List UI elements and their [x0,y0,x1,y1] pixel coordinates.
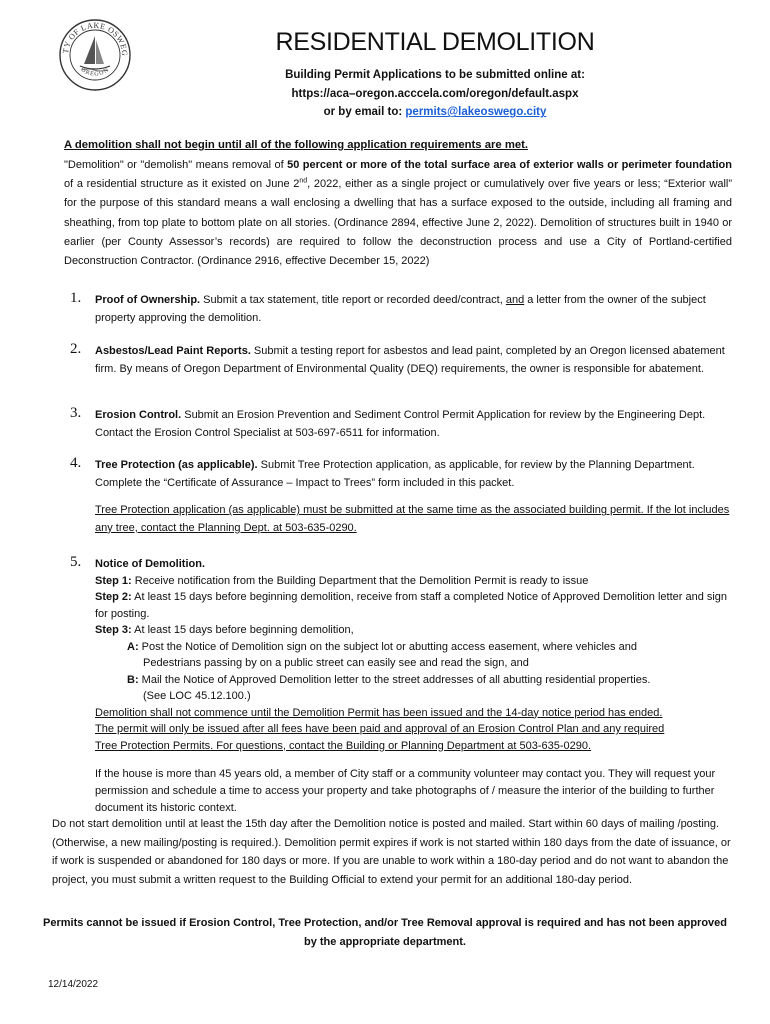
requirement-number: 2. [70,341,82,357]
requirement-number: 3. [70,405,82,421]
requirement-5 [70,556,730,817]
warning-line-1: Demolition shall not commence until the Demolition Permit has been issued and the 14-day notice period has ended. [95,706,663,719]
footer-date: 12/14/2022 [48,979,99,990]
requirement-1: 1. Proof of Ownership. Submit a tax statement, title report or recorded deed/contract, and a letter from the owner of the subject property approving the demolition. [70,290,706,324]
submission-url: https://aca–oregon.acccela.com/oregon/default.aspx [291,87,579,100]
intro-section [64,136,732,271]
requirement-number: 5. [70,554,82,570]
step-3-a-cont: Pedestrians passing by on a public street can easily see and read the sign, and [143,657,529,669]
historic-context-note: If the house is more than 45 years old, a member of City staff or a community volunteer may contact you. They will request your permission and schedule a time to access your property and take photographs of / measure the interior of the building to further document its historic context. [95,768,716,815]
requirement-2: 2. Asbestos/Lead Paint Reports. Submit a testing report for asbestos and lead paint, completed by an Oregon licensed abatement firm. By means of Oregon Department of Environmental Quality (DEQ) requirements, the owner is responsible for abatement. [70,341,725,375]
submission-info [200,66,670,122]
submission-line-3: or by email to: permits@lakeoswego.city [323,106,547,119]
warning-line-2: The permit will only be issued after all fees have been paid and approval of an Erosion Control Plan and any required [95,723,665,735]
requirement-5-title: Notice of Demolition. [95,558,205,570]
tree-protection-note: Tree Protection application (as applicable) must be submitted at the same time as the associated building permit. If the lot includes any tree, contact the Planning Dept. at 503-635-0290. [95,504,730,534]
step-3-a: A: Post the Notice of Demolition sign on the subject lot or abutting access easement, where vehicles and [127,640,637,653]
intro-paragraph: "Demolition" or "demolish" means removal of 50 percent or more of the total surface area of exterior walls or perimeter foundation of a residential structure as it existed on June 2nd, 2022, either as a single project or cumulatively over five years or less; “Exterior wall” for the purpose of this standard means a wall enclosing a dwelling that has a surface exposed to the outside, including all framing and sheathing, from top plate to bottom plate on all stories. (Ordinance 2894, effective June 2, 2022). Demolition of structures built in 1940 or earlier (per County Assessor’s records) are required to follow the deconstruction process and use a City of Portland-certified Deconstruction Contractor. (Ordinance 2916, effective December 15, 2022) [64,158,732,268]
step-1: Step 1: Receive notification from the Building Department that the Demolition Permit is ready to issue [95,574,589,587]
intro-heading: A demolition shall not begin until all of the following application requirements are met. [64,139,529,151]
svg-text:OREGON: OREGON [79,66,111,78]
svg-text:CITY OF LAKE OSWEGO: TY OF LAKE OSWEG [60,20,130,57]
warning-line-3: Tree Protection Permits. For questions, contact the Building or Planning Department at 503-635-0290. [95,739,592,752]
timing-paragraph: Do not start demolition until at least the 15th day after the Demolition notice is posted and mailed. Start within 60 days of mailing /posting. (Otherwise, a new mailing/posting is required.). Demolition permit expires if work is not started within 180 days from the date of issuance, or if work is suspended or abandoned for 180 days or more. If you are unable to work within a 180-day period and do not want to abandon the project, you must submit a written request to the Building Official to extend your permit for an additional 180-day period. [52,818,731,887]
step-3: Step 3: At least 15 days before beginning demolition, [95,624,354,636]
page-title: RESIDENTIAL DEMOLITION [275,28,595,56]
requirement-3: 3. Erosion Control. Submit an Erosion Prevention and Sediment Control Permit Application for review by the Engineering Dept. Contact the Erosion Control Specialist at 503-697-6511 for information. [70,405,706,439]
city-seal-logo [58,18,132,92]
email-link[interactable]: permits@lakeoswego.city [405,106,547,119]
requirement-number: 1. [70,290,82,306]
final-notice: Permits cannot be issued if Erosion Control, Tree Protection, and/or Tree Removal approval is required and has not been approved by the appropriate department. [43,917,727,948]
requirement-4: 4. Tree Protection (as applicable). Submit Tree Protection application, as applicable, for review by the Planning Department. Complete the “Certificate of Assurance – Impact to Trees” form included in this packet. Tree Protection application (as applicable) must be submitted at the same time as the associated building permit. If the lot includes any tree, contact the Planning Dept. at 503-635-0290. [70,457,730,537]
step-3-b-cont: (See LOC 45.12.100.) [143,690,251,702]
requirement-number: 4. [70,455,82,471]
step-2: Step 2: At least 15 days before beginning demolition, receive from staff a completed Notice of Approved Demolition letter and sign for posting. [95,591,728,620]
step-3-b: B: Mail the Notice of Approved Demolition letter to the street addresses of all abutting residential properties. [127,673,651,686]
submission-line-1: Building Permit Applications to be submitted online at: [285,69,585,81]
